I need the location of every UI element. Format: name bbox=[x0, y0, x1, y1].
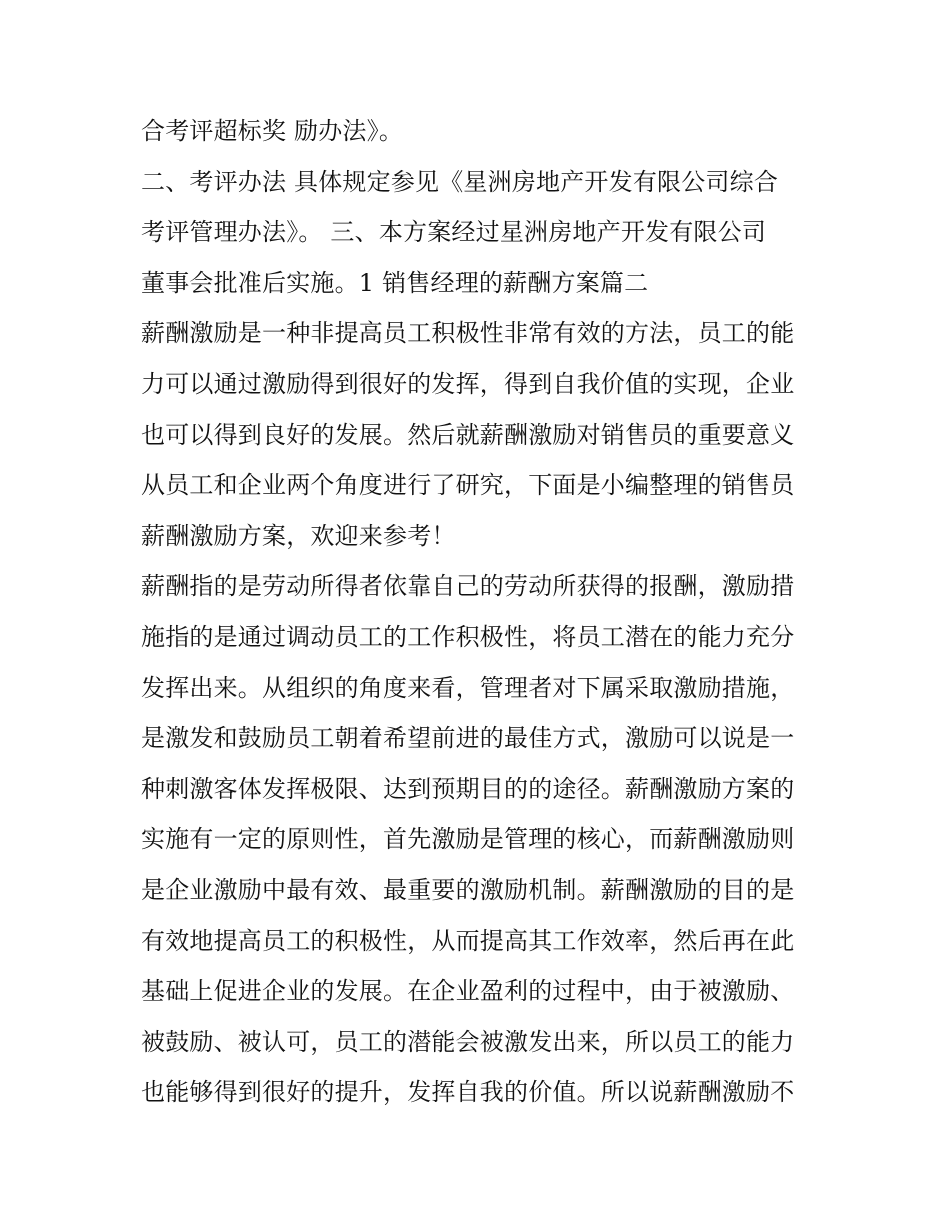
text-line: 是企业激励中最有效、最重要的激励机制。薪酬激励的目的是 bbox=[141, 875, 795, 904]
text-line: 发挥出来。从组织的角度来看，管理者对下属采取激励措施， bbox=[141, 673, 795, 702]
text-line: 种刺激客体发挥极限、达到预期目的的途径。薪酬激励方案的 bbox=[141, 774, 795, 803]
body-text bbox=[141, 106, 821, 1118]
text-line: 董事会批准后实施。1 销售经理的薪酬方案篇二 bbox=[141, 268, 649, 297]
text-line: 力可以通过激励得到很好的发挥，得到自我价值的实现，企业 bbox=[141, 369, 795, 398]
text-line: 薪酬激励是一种非提高员工积极性非常有效的方法，员工的能 bbox=[141, 319, 795, 348]
text-line: 从员工和企业两个角度进行了研究，下面是小编整理的销售员 bbox=[141, 471, 795, 500]
text-line: 考评管理办法》。 三、本方案经过星洲房地产开发有限公司 bbox=[141, 218, 767, 247]
text-line: 是激发和鼓励员工朝着希望前进的最佳方式，激励可以说是一 bbox=[141, 724, 795, 753]
text-line: 薪酬激励方案，欢迎来参考！ bbox=[141, 521, 456, 550]
text-line: 二、考评办法 具体规定参见《星洲房地产开发有限公司综合 bbox=[141, 167, 779, 196]
text-line: 有效地提高员工的积极性，从而提高其工作效率，然后再在此 bbox=[141, 926, 795, 955]
text-line: 薪酬指的是劳动所得者依靠自己的劳动所获得的报酬，激励措 bbox=[141, 572, 795, 601]
text-line: 基础上促进企业的发展。在企业盈利的过程中，由于被激励、 bbox=[141, 977, 795, 1006]
text-line: 被鼓励、被认可，员工的潜能会被激发出来，所以员工的能力 bbox=[141, 1027, 795, 1056]
text-line: 合考评超标奖 励办法》。 bbox=[141, 117, 404, 145]
text-line: 也可以得到良好的发展。然后就薪酬激励对销售员的重要意义 bbox=[141, 420, 795, 449]
text-line: 也能够得到很好的提升，发挥自我的价值。所以说薪酬激励不 bbox=[141, 1078, 795, 1107]
text-line: 施指的是通过调动员工的工作积极性，将员工潜在的能力充分 bbox=[141, 622, 795, 651]
text-line: 实施有一定的原则性，首先激励是管理的核心，而薪酬激励则 bbox=[141, 825, 795, 854]
